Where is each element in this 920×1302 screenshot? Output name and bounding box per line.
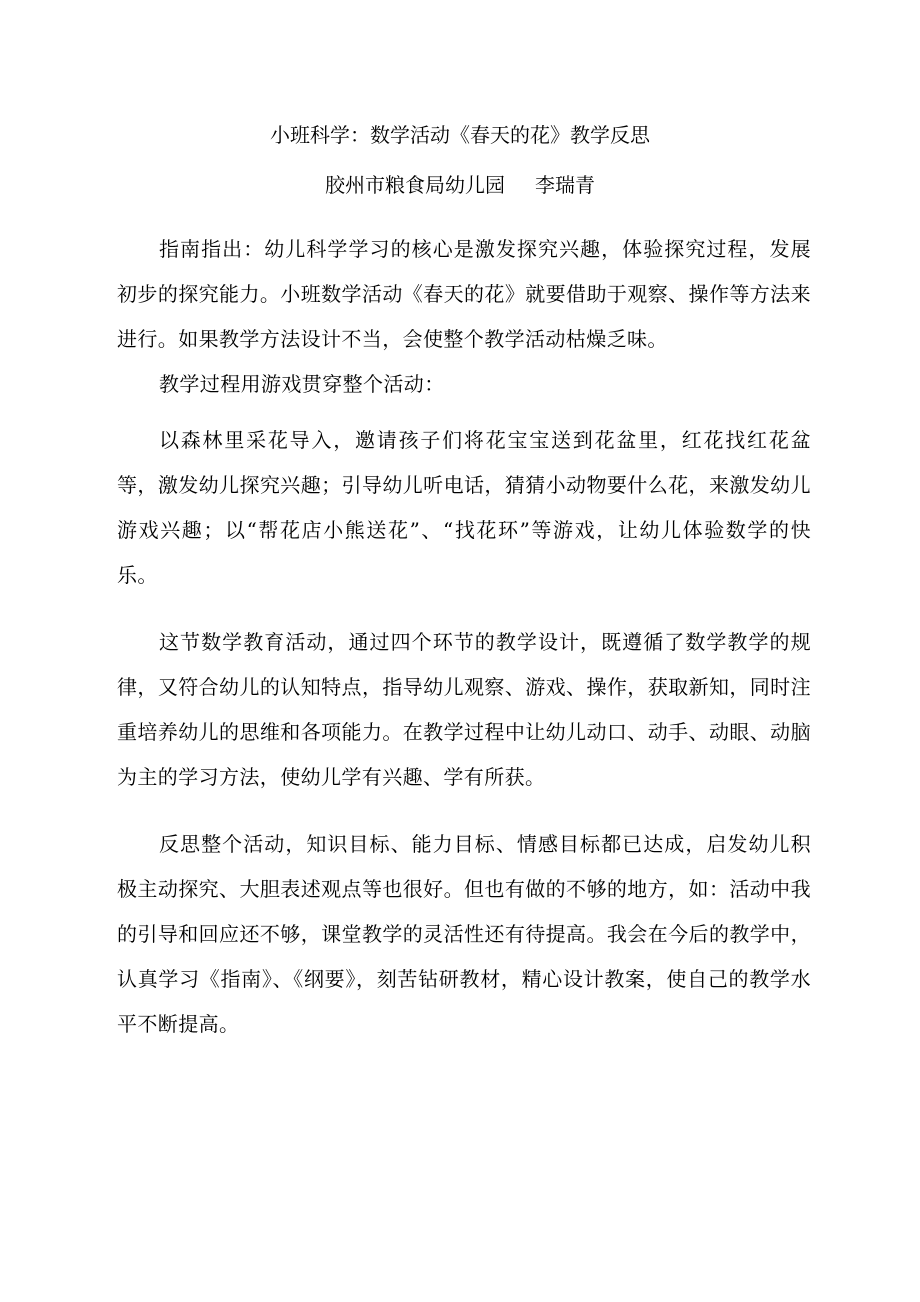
- author-byline: [0, 171, 920, 199]
- author-organization: 胶州市粮食局幼儿园: [325, 173, 505, 197]
- paragraph-games: 以森林里采花导入，邀请孩子们将花宝宝送到花盆里，红花找红花盆等，激发幼儿探究兴趣；引导幼儿听电话，猜猜小动物要什么花，来激发幼儿游戏兴趣；以“帮花店小熊送花”、“找花环”等游戏，让幼儿体验数学的快乐。: [117, 428, 811, 587]
- paragraph-intro: 指南指出：幼儿科学学习的核心是激发探究兴趣，体验探究过程，发展初步的探究能力。小班数学活动《春天的花》就要借助于观察、操作等方法来进行。如果教学方法设计不当，会使整个教学活动枯燥乏味。: [117, 237, 811, 351]
- document-title: 小班科学：数学活动《春天的花》教学反思: [270, 123, 650, 147]
- paragraph-process-heading: 教学过程用游戏贯穿整个活动：: [159, 372, 445, 396]
- paragraph-reflection: 反思整个活动，知识目标、能力目标、情感目标都已达成，启发幼儿积极主动探究、大胆表述观点等也很好。但也有做的不够的地方，如：活动中我的引导和回应还不够，课堂教学的灵活性还有待提高。我会在今后的教学中，认真学习《指南》、《纲要》，刻苦钻研教材，精心设计教案，使自己的教学水平不断提高。: [117, 832, 811, 1036]
- author-name: 李瑞青: [535, 173, 595, 197]
- paragraph-design: 这节数学教育活动，通过四个环节的教学设计，既遵循了数学教学的规律，又符合幼儿的认知特点，指导幼儿观察、游戏、操作，获取新知，同时注重培养幼儿的思维和各项能力。在教学过程中让幼儿动口、动手、动眼、动脑为主的学习方法，使幼儿学有兴趣、学有所获。: [117, 630, 811, 789]
